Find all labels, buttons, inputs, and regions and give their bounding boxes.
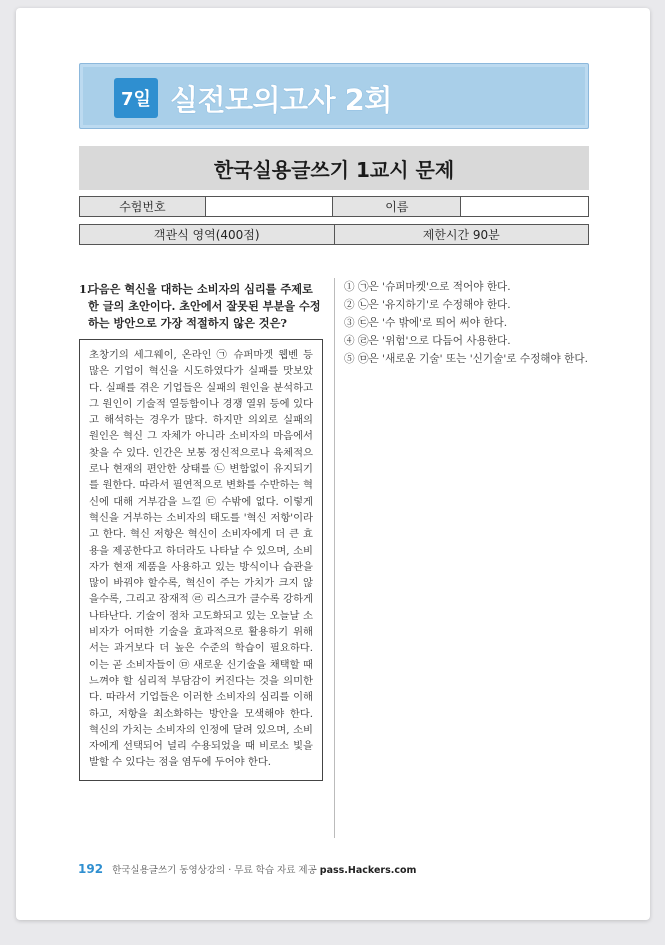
exam-section-table [79,224,589,245]
choice-5[interactable]: ⑤ ㉤은 '새로운 기술' 또는 '신기술'로 수정해야 한다. [344,353,588,365]
choice-1[interactable]: ① ㉠은 '슈퍼마켓'으로 적어야 한다. [344,281,511,293]
footer-url[interactable]: pass.Hackers.com [319,865,417,876]
exam-number-field[interactable] [205,197,333,217]
section-label: 객관식 영역(400점) [80,225,335,245]
page-footer [78,862,416,876]
question-text: 다음은 혁신을 대하는 소비자의 심리를 주제로 한 글의 초안이다. 초안에서 잘못된 부분을 수정하는 방안으로 가장 적절하지 않은 것은? [88,282,321,330]
candidate-info-table [79,196,589,217]
answer-choices [344,278,604,368]
question-stem [79,281,324,332]
name-field[interactable] [461,197,589,217]
page-number: 192 [78,862,104,876]
column-divider [334,278,335,838]
footer-text: 한국실용글쓰기 동영상강의 · 무료 학습 자료 제공 pass.Hackers.com [112,865,417,876]
passage-box: 초창기의 세그웨이, 온라인 ㉠ 슈퍼마겟 웹벤 등 많은 기업이 혁신을 시도하였다가 실패를 맛보았다. 실패를 겪은 기업들은 실패의 원인을 분석하고 그 원인이 기술적 열등함이나 경쟁 열위 등에 있다고 해석하는 경우가 많다. 하지만 의외로 실패의 원인은 혁신 그 자체가 아니라 소비자의 마음에서 찾을 수 있다. 인간은 보통 정신적으로나 육체적으로나 현재의 편안한 상태를 ㉡ 변함없이 유지되기를 원한다. 따라서 필연적으로 변화를 수반하는 혁신에 대해 거부감을 느낄 ㉢ 수밖에 없다. 이렇게 혁신을 거부하는 소비자의 태도를 '혁신 저항'이라고 한다. 혁신 저항은 혁신이 소비자에게 더 큰 효용을 제공한다고 하더라도 나타날 수 있으며, 소비자가 현재 제품을 사용하고 있는 방식이나 습관을 많이 바꿔야 할수록, 혁신이 주는 가치가 크지 않을수록, 그리고 잠재적 ㉣ 리스크가 클수록 강하게 나타난다. 기술이 점차 고도화되고 있는 오늘날 소비자가 어떠한 기술을 효과적으로 활용하기 위해서는 과거보다 더 높은 수준의 학습이 필요하다. 이는 곧 소비자들이 ㉤ 새로운 신기술을 채택할 때 느껴야 할 심리적 부담감이 커진다는 것을 의미한다. 따라서 기업들은 이러한 소비자의 심리를 이해하고, 저항을 최소화하는 방안을 모색해야 한다. 혁신의 가치는 소비자의 인정에 달려 있으며, 소비자에게 선택되어 널리 수용되었을 때 비로소 빛을 발할 수 있다는 점을 염두에 두어야 한다. [79,339,323,781]
exam-number-label: 수험번호 [80,197,206,217]
chapter-banner [79,63,589,129]
choice-2[interactable]: ② ㉡은 '유지하기'로 수정해야 한다. [344,299,511,311]
choice-3[interactable]: ③ ㉢은 '수 밖에'로 띄어 써야 한다. [344,317,508,329]
banner-title: 실전모의고사 2회 [170,83,392,117]
time-limit-label: 제한시간 90분 [334,225,589,245]
choice-4[interactable]: ④ ㉣은 '위험'으로 다듬어 사용한다. [344,335,511,347]
question-number: 1. [79,282,91,296]
name-label: 이름 [333,197,461,217]
day-badge: 7일 [114,78,158,118]
exam-title: 한국실용글쓰기 1교시 문제 [79,146,589,190]
